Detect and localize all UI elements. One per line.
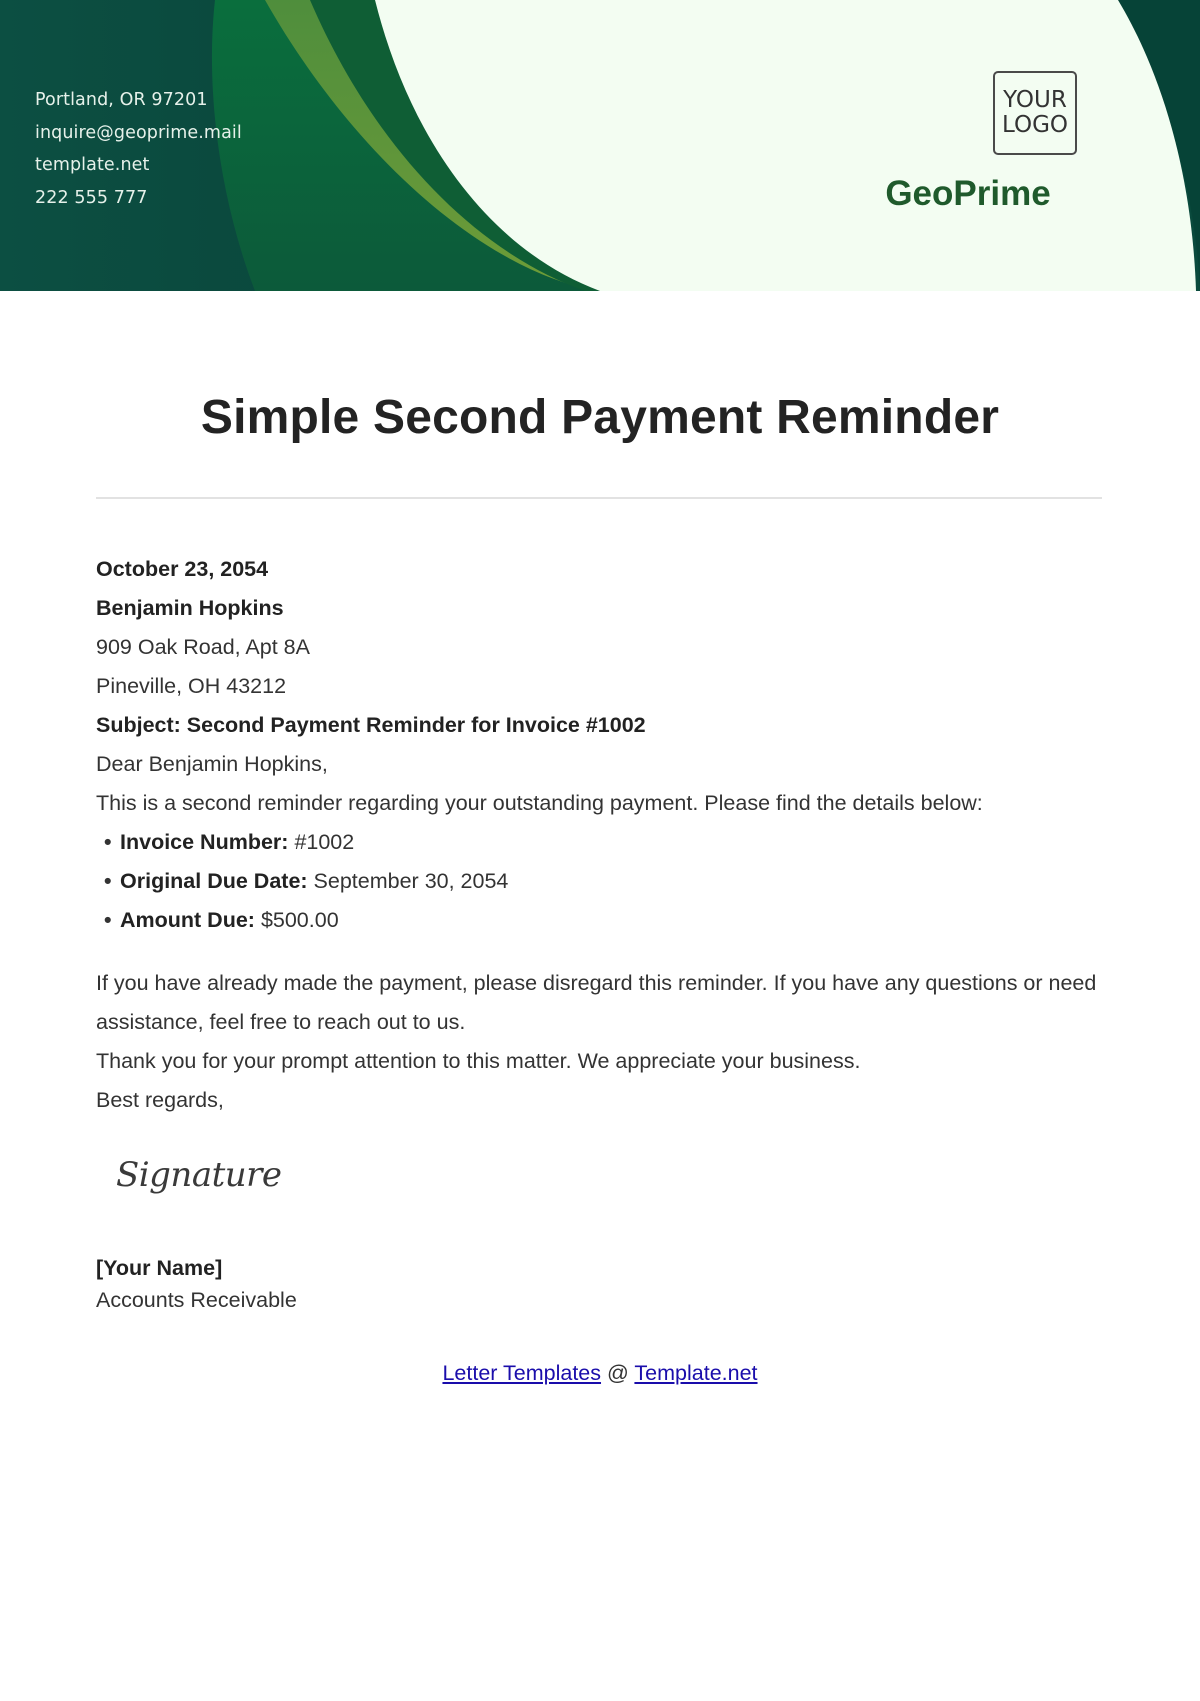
letter-subject: Subject: Second Payment Reminder for Invoice #1002: [96, 713, 646, 737]
page-title: Simple Second Payment Reminder: [200, 391, 1000, 444]
contact-website: template.net: [35, 155, 150, 175]
header-banner: [0, 0, 1200, 291]
brand-name: GeoPrime: [885, 174, 1051, 213]
sender-title: Accounts Receivable: [96, 1288, 297, 1312]
detail-label: Amount Due:: [120, 908, 255, 932]
letter-body: [96, 550, 1106, 1120]
detail-label: Invoice Number:: [120, 830, 289, 854]
recipient-name: Benjamin Hopkins: [96, 596, 284, 620]
spacer: [96, 940, 1106, 964]
sender-name: [Your Name]: [96, 1256, 223, 1280]
salutation: Dear Benjamin Hopkins,: [96, 752, 328, 776]
bullet-icon: •: [104, 908, 112, 932]
detail-value: September 30, 2054: [313, 869, 509, 893]
paragraph-thanks: Thank you for your prompt attention to this matter. We appreciate your business.: [96, 1049, 861, 1073]
list-item: [96, 862, 1106, 901]
detail-value: $500.00: [260, 908, 339, 932]
bullet-icon: •: [104, 830, 112, 854]
template-net-link[interactable]: Template.net: [634, 1361, 758, 1385]
closing: Best regards,: [96, 1088, 224, 1112]
logo-text-line1: YOUR: [1003, 87, 1067, 113]
list-item: [96, 823, 1106, 862]
letter-templates-link[interactable]: Letter Templates: [442, 1361, 602, 1385]
recipient-address-line2: Pineville, OH 43212: [96, 674, 287, 698]
footer: [0, 1361, 1200, 1386]
detail-label: Original Due Date:: [120, 869, 308, 893]
sender-block: [96, 1252, 297, 1316]
contact-info: [35, 84, 242, 214]
signature: Signature: [116, 1155, 282, 1195]
footer-separator: @: [607, 1361, 629, 1385]
list-item: [96, 901, 1106, 940]
paragraph-disregard: If you have already made the payment, please disregard this reminder. If you have any questions or need assistance, feel free to reach out to us.: [96, 971, 1097, 1034]
title-divider: [96, 497, 1102, 499]
logo-text-line2: LOGO: [1001, 112, 1069, 138]
recipient-address-line1: 909 Oak Road, Apt 8A: [96, 635, 310, 659]
logo-placeholder: [993, 71, 1077, 155]
contact-address: Portland, OR 97201: [35, 90, 208, 110]
bullet-icon: •: [104, 869, 112, 893]
letter-date: October 23, 2054: [96, 557, 269, 581]
payment-details-list: [96, 823, 1106, 940]
intro-text: This is a second reminder regarding your outstanding payment. Please find the details below:: [96, 791, 983, 815]
detail-value: #1002: [294, 830, 355, 854]
contact-email: inquire@geoprime.mail: [35, 122, 242, 143]
contact-phone: 222 555 777: [35, 187, 148, 208]
